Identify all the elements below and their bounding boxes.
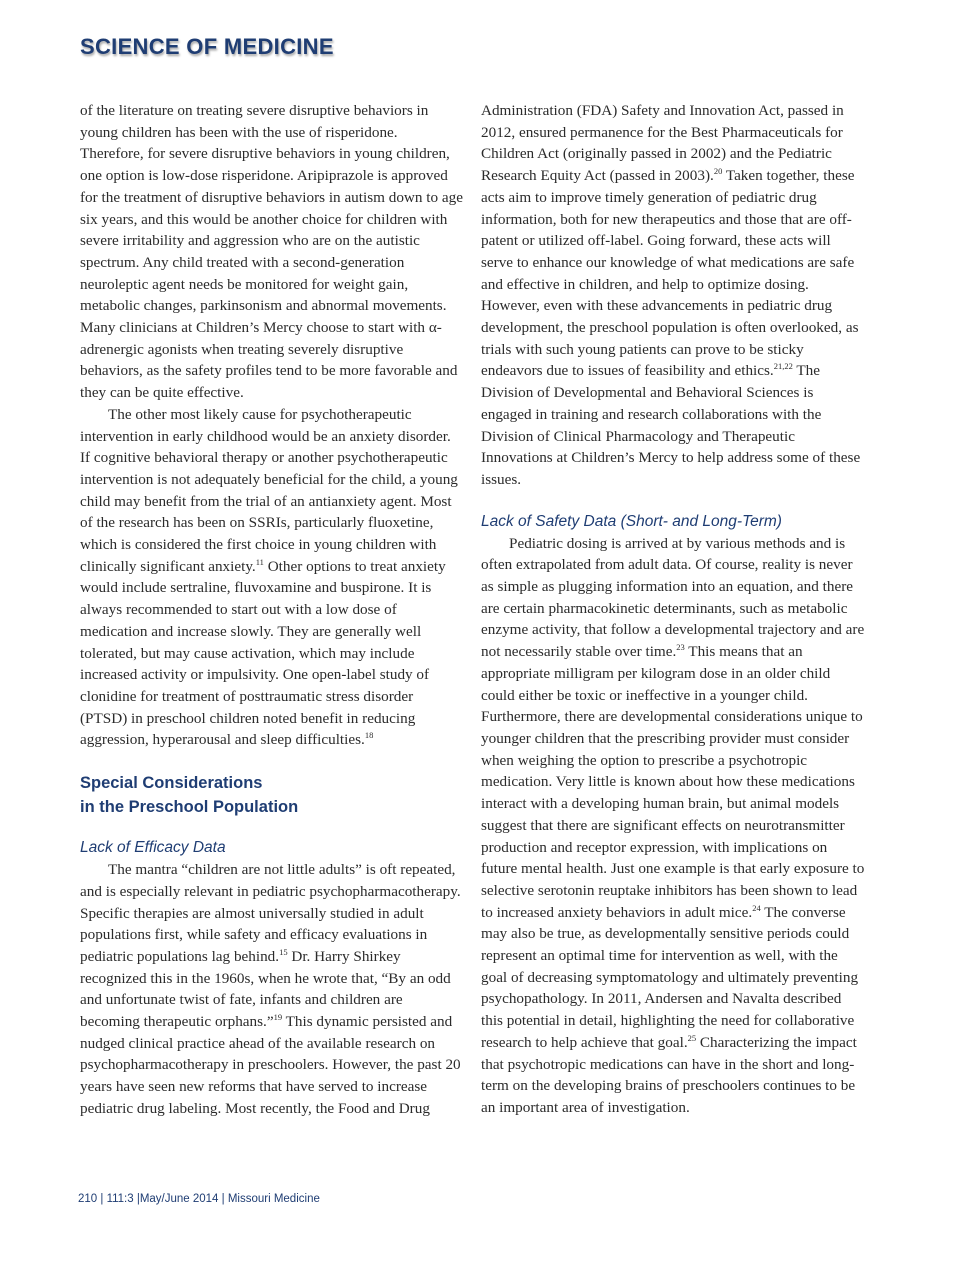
reference-superscript: 21,22 bbox=[773, 361, 793, 372]
section-heading bbox=[80, 771, 464, 819]
reference-superscript: 24 bbox=[752, 902, 761, 913]
paragraph bbox=[481, 100, 865, 491]
paragraph bbox=[80, 404, 464, 751]
left-column bbox=[80, 100, 464, 1120]
reference-superscript: 23 bbox=[676, 642, 685, 653]
reference-superscript: 15 bbox=[279, 946, 288, 957]
reference-superscript: 20 bbox=[713, 166, 723, 177]
paragraph-text: This dynamic persisted and nudged clinical practice ahead of the available research on psychopharmacotherapy in preschoolers. However, the past 20 years have seen new reforms that have served to increase pediatric drug labeling. Most recently, the Food and Drug bbox=[80, 1013, 461, 1117]
page-footer: 210 | 111:3 |May/June 2014 | Missouri Medicine bbox=[78, 1193, 320, 1205]
reference-superscript: 25 bbox=[687, 1032, 697, 1043]
paragraph-text: The converse may also be true, as developmentally sensitive periods could represent an optimal time for intervention as well, with the goal of decreasing symptomatology and ultimately preventing psychopathology. In 2011, Andersen and Navalta described this potential in detail, highlighting the need for collaborative research to help achieve that goal. bbox=[481, 903, 859, 1051]
paragraph bbox=[80, 100, 464, 404]
section-heading-line: in the Preschool Population bbox=[80, 798, 299, 817]
paragraph bbox=[80, 859, 464, 1119]
paragraph-text: of the literature on treating severe disruptive behaviors in young children has been with the use of risperidone. Therefore, for severe disruptive behaviors in young children, one option is low-dose risperidone. Aripiprazole is approved for the treatment of disruptive behaviors in autism down to age six years, and this would be another choice for children with severe irritability and aggression who are on the autistic spectrum. Any child treated with a second-generation neuroleptic agent needs be monitored for weight gain, metabolic changes, parkinsonism and abnormal movements. Many clinicians at Children’s Mercy choose to start with α-adrenergic agonists when treating severely disruptive behaviors, as the safety profiles tend to be more favorable and they can be quite effective. bbox=[80, 102, 463, 402]
paragraph-text: Characterizing the impact that psychotropic medications can have in the short and long-term on the developing brains of preschoolers continues to be an important area of investigation. bbox=[481, 1033, 857, 1116]
paragraph-text: Other options to treat anxiety would include sertraline, fluvoxamine and buspirone. It is always recommended to start out with a low dose of medication and increase slowly. They are generally well tolerated, but may cause activation, which may include increased activity or impulsivity. One open-label study of clonidine for treatment of posttraumatic stress disorder (PTSD) in preschool children noted benefit in reducing aggression, hyperarousal and sleep difficulties. bbox=[80, 557, 446, 749]
reference-superscript: 11 bbox=[255, 556, 264, 567]
right-column bbox=[481, 100, 865, 1119]
reference-superscript: 19 bbox=[273, 1012, 283, 1023]
reference-superscript: 18 bbox=[364, 730, 374, 741]
paragraph-text: The mantra “children are not little adults” is oft repeated, and is especially relevant in pediatric psychopharmacotherapy. Specific therapies are almost universally studied in adult populations first, while safety and efficacy evaluations in pediatric populations lag behind. bbox=[80, 861, 461, 965]
paragraph-text: The other most likely cause for psychotherapeutic intervention in early childhood would be an anxiety disorder. If cognitive behavioral therapy or another psychotherapeutic intervention is not adequately beneficial for the child, a young child may benefit from the trial of an antianxiety agent. Most of the research has been on SSRIs, particularly fluoxetine, which is considered the first choice in young children with clinically significant anxiety. bbox=[80, 405, 458, 575]
paragraph-text: Administration (FDA) Safety and Innovation Act, passed in 2012, ensured permanence for the Best Pharmaceuticals for Children Act (originally passed in 2002) and the Pediatric Research Equity Act (passed in 2003). bbox=[481, 102, 844, 185]
paragraph-text: Taken together, these acts aim to improve timely generation of pediatric drug information, both for new therapeutics and those that are off-patent or utilized off-label. Going forward, these acts will serve to enhance our knowledge of what medications are safe and effective in children, and help to optimize dosing. However, even with these advancements in pediatric drug development, the preschool population is often overlooked, as trials with such young patients can prove to be sticky endeavors due to issues of feasibility and ethics. bbox=[481, 167, 859, 380]
paragraph-text: The Division of Developmental and Behavioral Sciences is engaged in training and research collaborations with the Division of Clinical Pharmacology and Therapeutic Innovations at Children’s Mercy to help address some of these issues. bbox=[481, 362, 861, 488]
paragraph-text: This means that an appropriate milligram per kilogram dose in an older child could either be toxic or ineffective in a younger child. Furthermore, there are developmental considerations unique to younger children that the prescribing provider must consider when weighing the option to prescribe a psychotropic medication. Very little is known about how these medications interact with a developing human brain, but animal models suggest that there are significant effects on neurotransmitter production and receptor expression, with implications on future mental health. Just one example is that early exposure to selective serotonin reuptake inhibitors has been shown to lead to increased anxiety behaviors in adult mice. bbox=[481, 643, 865, 921]
subheading: Lack of Efficacy Data bbox=[80, 839, 226, 857]
paragraph-text: Dr. Harry Shirkey recognized this in the 1960s, when he wrote that, “By an odd and unfortunate twist of fate, infants and children are becoming therapeutic orphans.” bbox=[80, 947, 451, 1031]
section-header: SCIENCE OF MEDICINE bbox=[80, 34, 334, 59]
paragraph bbox=[481, 533, 865, 1119]
section-heading-line: Special Considerations bbox=[80, 774, 263, 793]
subheading: Lack of Safety Data (Short- and Long-Term) bbox=[481, 512, 782, 530]
paragraph-text: Pediatric dosing is arrived at by various methods and is often extrapolated from adult data. Of course, reality is never as simple as plugging information into an equation, and there are certain pharmacokinetic determinants, such as metabolic enzyme activity, that follow a developmental trajectory and are not necessarily stable over time. bbox=[481, 534, 865, 661]
